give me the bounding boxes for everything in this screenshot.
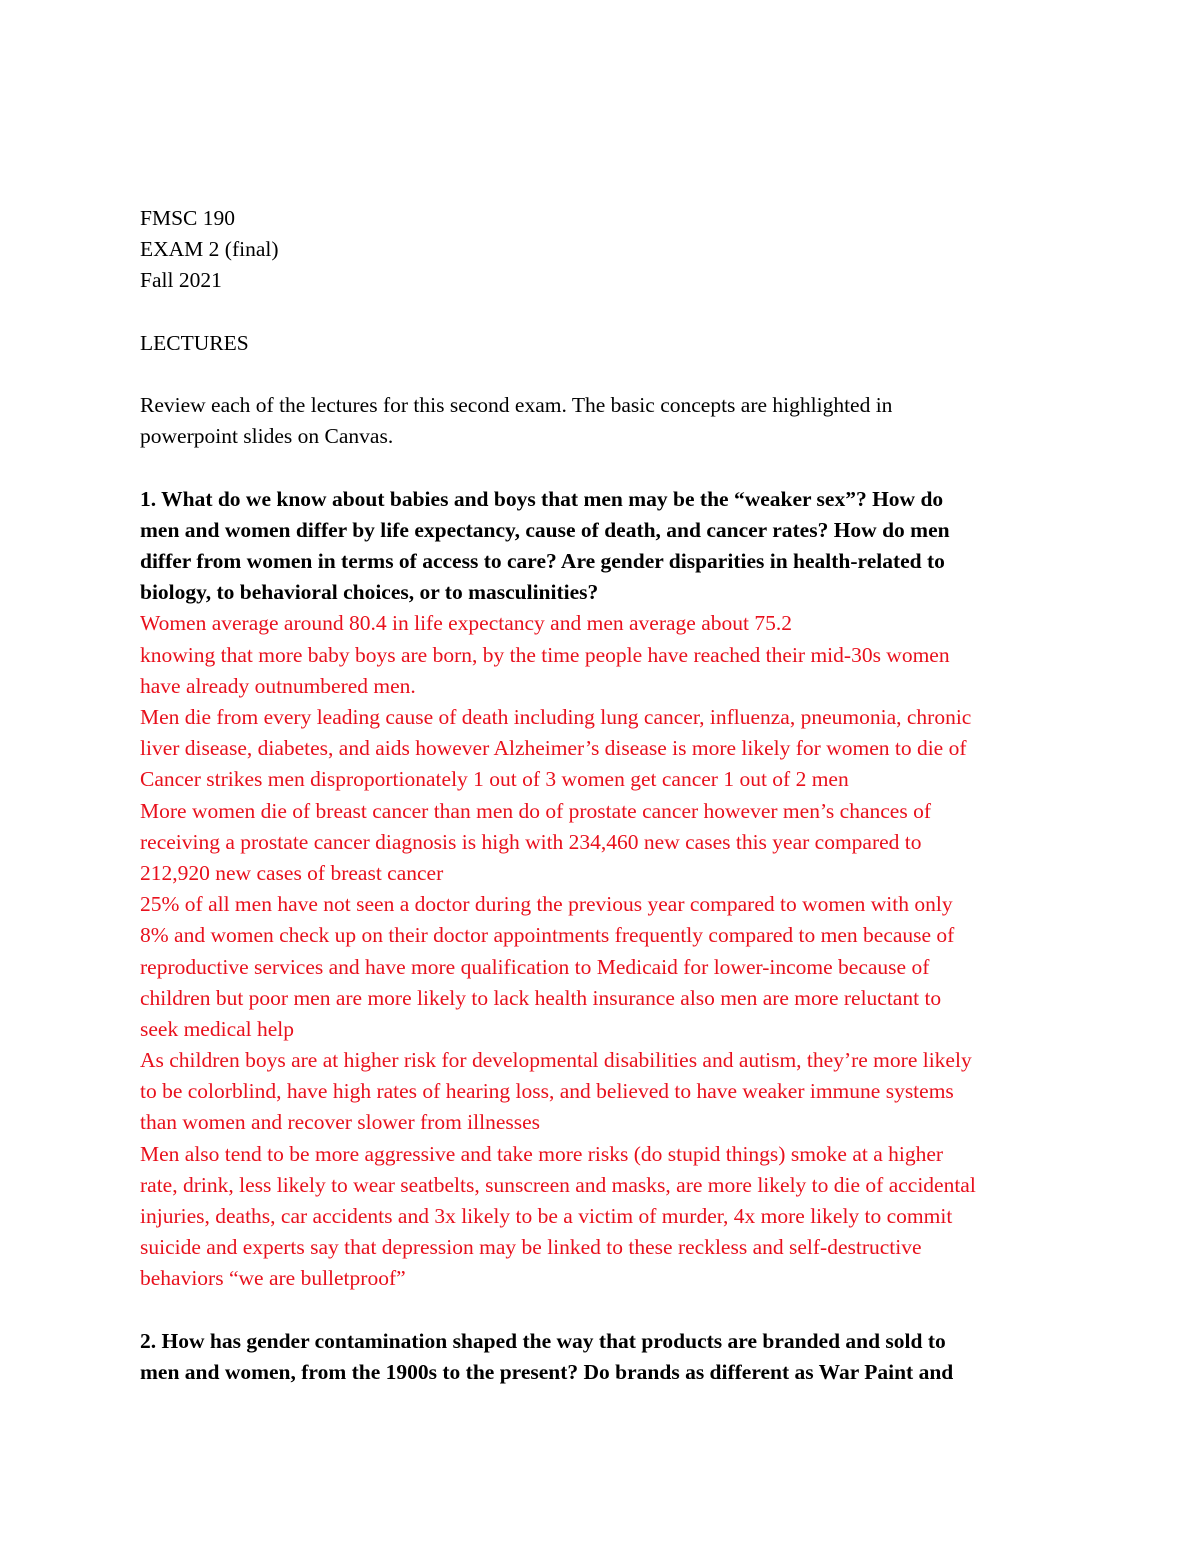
answer-1-line: behaviors “we are bulletproof”: [140, 1266, 406, 1291]
answer-1-line: children but poor men are more likely to lack health insurance also men are more reluctant to: [140, 985, 942, 1010]
answer-1-line: knowing that more baby boys are born, by the time people have reached their mid-30s women: [140, 642, 950, 667]
answer-1-line: to be colorblind, have high rates of hearing loss, and believed to have weaker immune systems: [140, 1079, 954, 1104]
answer-1-line: injuries, deaths, car accidents and 3x likely to be a victim of murder, 4x more likely to commit: [140, 1204, 953, 1228]
answer-1-line: liver disease, diabetes, and aids however Alzheimer’s disease is more likely for women to die of: [140, 736, 967, 761]
intro-line: Review each of the lectures for this second exam. The basic concepts are highlighted in: [140, 393, 893, 418]
term: Fall 2021: [140, 268, 222, 293]
question-2-line: 2. How has gender contamination shaped the way that products are branded and sold to: [140, 1328, 946, 1353]
answer-1-line: seek medical help: [140, 1016, 295, 1041]
answer-1-line: receiving a prostate cancer diagnosis is high with 234,460 new cases this year compared to: [140, 829, 922, 854]
answer-1-line: Women average around 80.4 in life expectancy and men average about 75.2: [140, 611, 792, 636]
question-1-line: 1. What do we know about babies and boys that men may be the “weaker sex”? How do: [140, 486, 944, 511]
document-body: [140, 203, 1075, 1388]
answer-1-line: have already outnumbered men.: [140, 673, 416, 698]
spacer: [140, 297, 1075, 328]
answer-1-line: rate, drink, less likely to wear seatbelts, sunscreen and masks, are more likely to die of accidental: [140, 1172, 976, 1197]
section-title: LECTURES: [140, 330, 249, 355]
answer-1-line: Men die from every leading cause of death including lung cancer, influenza, pneumonia, chronic: [140, 705, 972, 729]
answer-1-line: than women and recover slower from illnesses: [140, 1110, 541, 1135]
intro-line: powerpoint slides on Canvas.: [140, 424, 394, 449]
course-code: FMSC 190: [140, 206, 235, 230]
spacer: [140, 359, 1075, 390]
answer-1-line: Men also tend to be more aggressive and take more risks (do stupid things) smoke at a higher: [140, 1141, 944, 1166]
answer-1-line: Cancer strikes men disproportionately 1 out of 3 women get cancer 1 out of 2 men: [140, 767, 849, 792]
spacer: [140, 453, 1075, 484]
question-1-line: biology, to behavioral choices, or to masculinities?: [140, 580, 599, 605]
answer-1-line: 25% of all men have not seen a doctor during the previous year compared to women with only: [140, 892, 953, 917]
question-1-line: differ from women in terms of access to care? Are gender disparities in health-related to: [140, 549, 945, 574]
answer-1-line: As children boys are at higher risk for developmental disabilities and autism, they’re more likely: [140, 1048, 972, 1073]
answer-1-line: More women die of breast cancer than men do of prostate cancer however men’s chances of: [140, 798, 931, 823]
spacer: [140, 1295, 1075, 1326]
question-1-line: men and women differ by life expectancy, cause of death, and cancer rates? How do men: [140, 517, 950, 542]
question-1: [140, 484, 1075, 609]
intro-paragraph: [140, 390, 1075, 452]
answer-1-line: reproductive services and have more qualification to Medicaid for lower-income because of: [140, 954, 930, 979]
question-2-line: men and women, from the 1900s to the present? Do brands as different as War Paint and: [140, 1359, 954, 1384]
answer-1-line: suicide and experts say that depression may be linked to these reckless and self-destructive: [140, 1235, 922, 1260]
answer-1-line: 212,920 new cases of breast cancer: [140, 860, 444, 885]
question-2: [140, 1326, 1075, 1388]
answer-1: [140, 608, 1075, 1294]
answer-1-line: 8% and women check up on their doctor appointments frequently compared to men because of: [140, 923, 955, 948]
exam-title: EXAM 2 (final): [140, 237, 279, 262]
